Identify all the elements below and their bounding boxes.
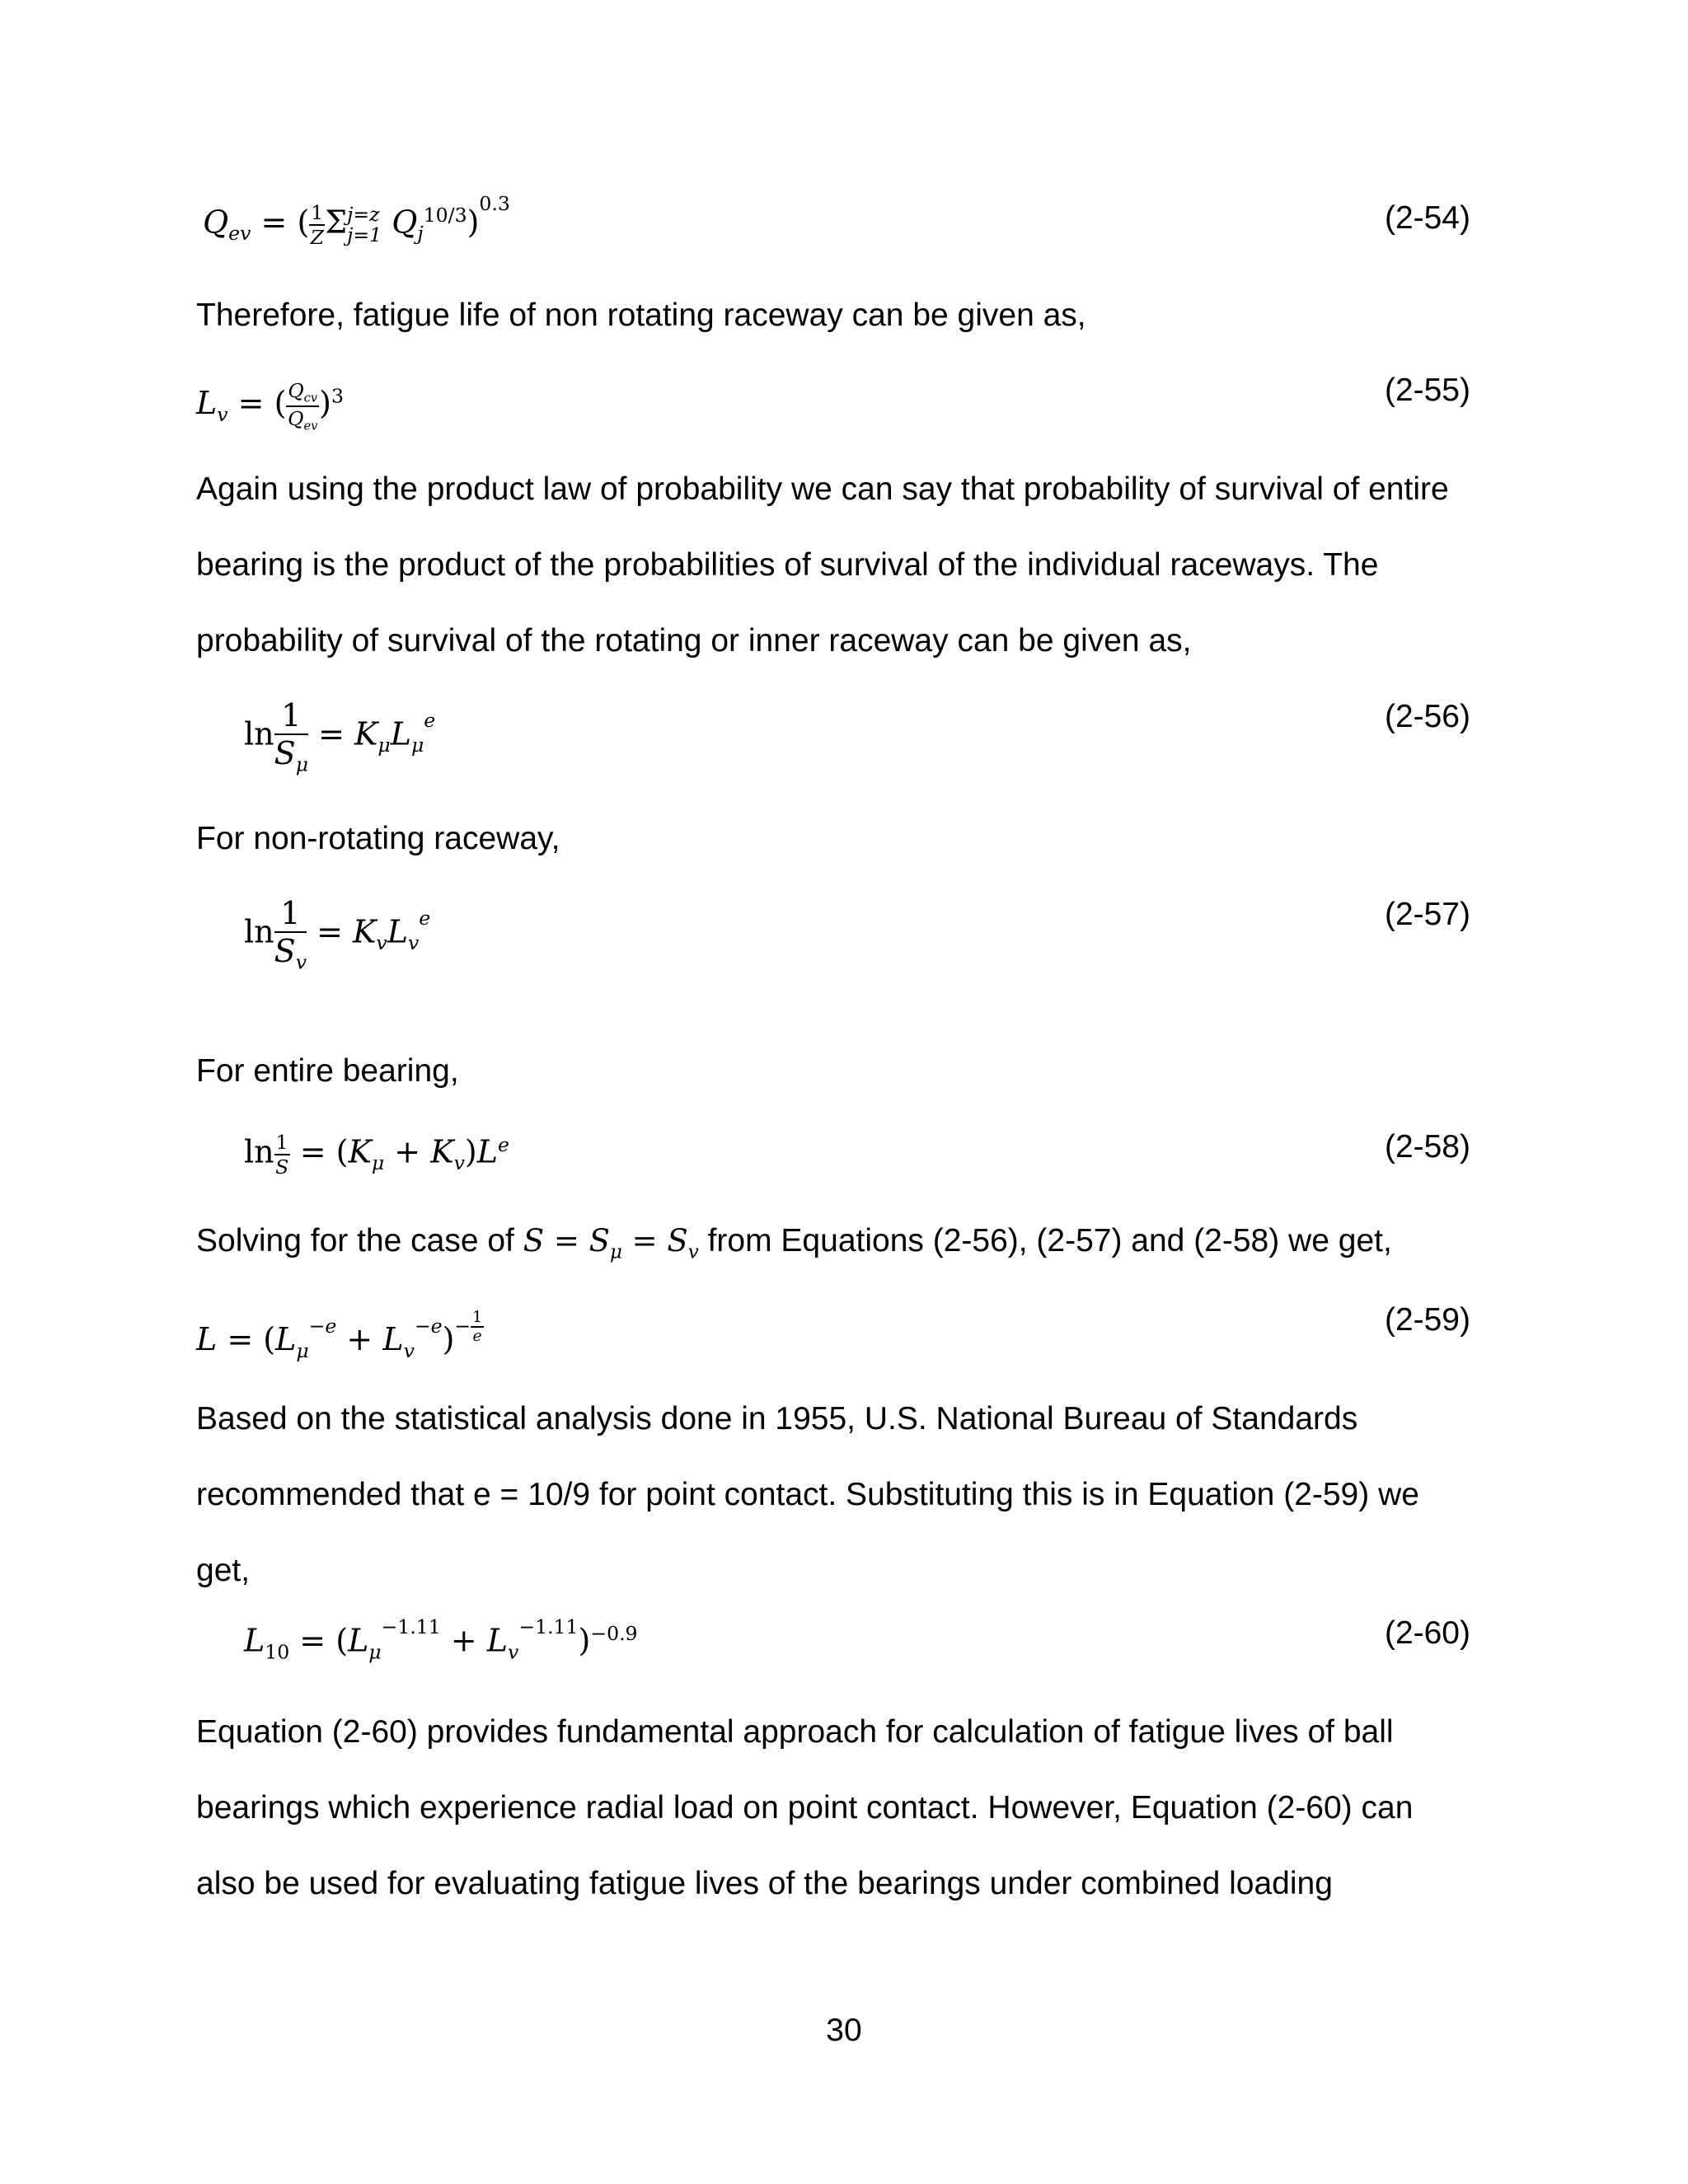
equation-number: (2-58) [1384,1129,1470,1165]
equation-2-60: $L_{10} = (L_\mu^{-1.11} + L_v^{-1.11})^{-0.9}$ [244,1615,638,1664]
paragraph-text: Equation (2-60) provides fundamental approach for calculation of fatigue lives of ball [196,1714,1394,1750]
paragraph-text-pre: Solving for the case of [196,1223,523,1258]
paragraph-text: get, [196,1553,251,1588]
equation-2-54: $Q_{ev}$ = ( $\frac{1}{Z}$ Σ j=z j=1 $Q_j^{10/3})^{0.3}$ [203,191,510,249]
paragraph-text: bearings which experience radial load on point contact. However, Equation (2-60) can [196,1790,1414,1825]
paragraph-text: For entire bearing, [196,1053,459,1089]
paragraph-text: bearing is the product of the probabilities of survival of the individual raceways. The [196,547,1379,583]
paragraph-text [196,1203,1507,1290]
paragraph-text-post: from Equations (2-56), (2-57) and (2-58) we get, [698,1223,1392,1258]
paragraph-text: Again using the product law of probability we can say that probability of survival of entire [196,471,1449,507]
equation-number: (2-57) [1384,897,1470,932]
equation-2-55: $L_v$ = ( $\frac{Q_{cv}}{Q_{ev}}$ )$^3$ [196,379,344,434]
equation-number: (2-55) [1384,373,1470,408]
paragraph-text: Based on the statistical analysis done in 1955, U.S. National Bureau of Standards [196,1401,1358,1436]
equation-number: (2-60) [1384,1615,1470,1651]
paragraph-text: recommended that e = 10/9 for point contact. Substituting this is in Equation (2-59) we [196,1477,1419,1512]
equation-2-58: ln $\frac{1}{S}$ = $(K_\mu + K_v)L^e$ [244,1131,509,1179]
equation-2-56: ln $\frac{1}{S_\mu}$ = $K_\mu L_\mu^e$ [244,697,436,776]
inline-equation: $S = S_\mu = S_v$ [523,1223,699,1263]
paragraph-text: also be used for evaluating fatigue lives of the bearings under combined loading [196,1866,1333,1901]
paragraph-text: Therefore, fatigue life of non rotating raceway can be given as, [196,298,1086,333]
equation-number: (2-59) [1384,1302,1470,1338]
equation-2-59: $L = (L_\mu^{-e} + L_v^{-e})^{- \frac{1}{e}}$ [196,1309,483,1362]
equation-number: (2-56) [1384,699,1470,734]
paragraph-text: probability of survival of the rotating or inner raceway can be given as, [196,623,1192,658]
page-number: 30 [826,2013,862,2048]
paragraph-text: For non-rotating raceway, [196,821,560,856]
equation-2-57: ln $\frac{1}{S_v}$ = $K_vL_v^e$ [244,895,431,974]
equation-number: (2-54) [1384,200,1470,236]
